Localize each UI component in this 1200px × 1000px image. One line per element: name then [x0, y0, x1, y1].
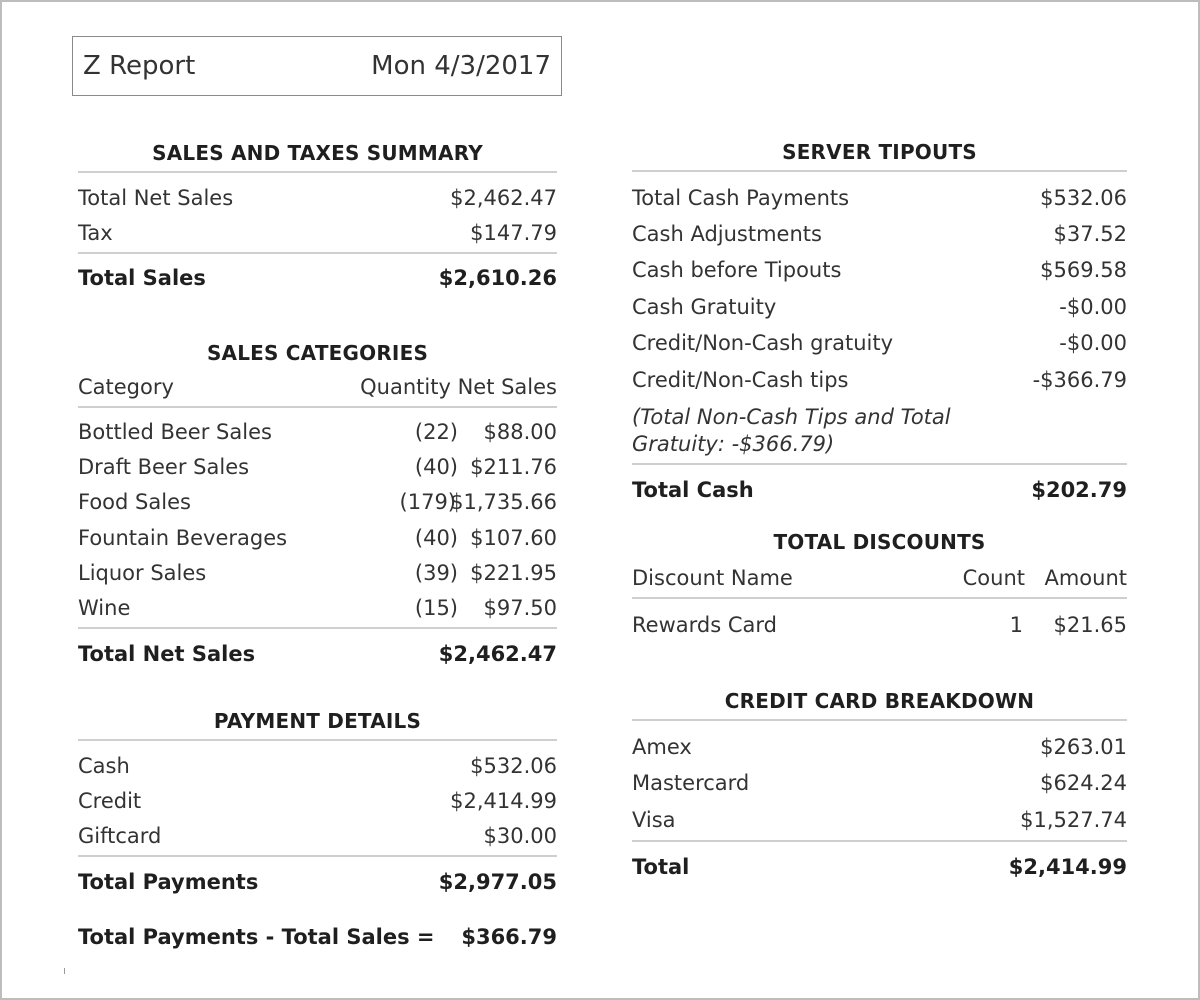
row-label: Mastercard [632, 771, 750, 795]
divider [632, 840, 1127, 842]
report-date: Mon 4/3/2017 [371, 51, 551, 81]
column-header-count: Count [962, 566, 1025, 590]
category-net-sales: $97.50 [483, 596, 557, 620]
total-sales-row [78, 266, 557, 290]
row-label: Total Cash [632, 478, 754, 502]
row-value: $2,610.26 [438, 266, 557, 290]
column-header-discount-name: Discount Name [632, 566, 793, 590]
row-label: Tax [78, 221, 113, 245]
credit-card-row [632, 771, 1127, 795]
divider [78, 855, 557, 857]
category-label: Fountain Beverages [78, 526, 288, 550]
credit-card-total-row [632, 855, 1127, 879]
category-net-sales: $1,735.66 [450, 490, 557, 514]
total-cash-row [632, 478, 1127, 502]
row-value: $2,462.47 [438, 642, 557, 666]
row-value: $2,462.47 [450, 186, 557, 210]
category-net-sales: $221.95 [470, 561, 557, 585]
payment-row [78, 789, 557, 813]
category-quantity: (22) [414, 420, 458, 444]
discount-name: Rewards Card [632, 613, 777, 637]
report-header [72, 36, 562, 96]
row-label: Total Net Sales [78, 186, 234, 210]
divider [78, 252, 557, 254]
row-label: Credit/Non-Cash tips [632, 368, 849, 392]
category-net-sales: $107.60 [470, 526, 557, 550]
row-label: Visa [632, 808, 676, 832]
row-label: Credit [78, 789, 142, 813]
category-label: Wine [78, 596, 131, 620]
column-header-net-sales: Net Sales [457, 375, 557, 399]
row-value: $1,527.74 [1020, 808, 1127, 832]
row-label: Credit/Non-Cash gratuity [632, 331, 894, 355]
column-header-quantity: Quantity [360, 375, 451, 399]
category-label: Food Sales [78, 490, 191, 514]
column-header-right [360, 375, 557, 399]
row-label: Total Payments [78, 870, 259, 894]
category-row [78, 490, 557, 514]
row-value: $2,414.99 [1008, 855, 1127, 879]
section-title-sales-taxes: SALES AND TAXES SUMMARY [152, 141, 483, 165]
divider [632, 597, 1127, 599]
row-label: Cash Adjustments [632, 222, 822, 246]
divider [632, 170, 1127, 172]
row-label: Cash Gratuity [632, 295, 777, 319]
category-label: Bottled Beer Sales [78, 420, 272, 444]
total-net-sales-row [78, 642, 557, 666]
row-label: Cash before Tipouts [632, 258, 842, 282]
summary-row [78, 186, 557, 210]
section-title-sales-categories: SALES CATEGORIES [206, 341, 429, 365]
category-table-header [78, 375, 557, 399]
payment-row [78, 824, 557, 848]
divider [78, 627, 557, 629]
row-value: $37.52 [1053, 222, 1127, 246]
category-net-sales: $211.76 [470, 455, 557, 479]
category-row [78, 561, 557, 585]
category-quantity: (40) [414, 526, 458, 550]
divider [78, 406, 557, 408]
corner-tick [64, 968, 65, 974]
row-label: Total Payments - Total Sales = [78, 925, 435, 949]
section-title-server-tipouts: SERVER TIPOUTS [782, 140, 977, 164]
category-label: Liquor Sales [78, 561, 207, 585]
column-header-amount: Amount [1044, 566, 1127, 590]
payment-row [78, 754, 557, 778]
report-title: Z Report [83, 51, 196, 81]
divider [78, 171, 557, 173]
row-value: -$0.00 [1059, 331, 1127, 355]
category-row [78, 420, 557, 444]
category-row [78, 596, 557, 620]
tipout-row [632, 186, 1127, 210]
category-quantity: (39) [414, 561, 458, 585]
row-label: Total [632, 855, 690, 879]
row-value: $532.06 [470, 754, 557, 778]
divider [632, 719, 1127, 721]
category-net-sales: $88.00 [483, 420, 557, 444]
section-title-payment-details: PAYMENT DETAILS [213, 709, 422, 733]
credit-card-row [632, 808, 1127, 832]
category-row [78, 526, 557, 550]
section-title-total-discounts: TOTAL DISCOUNTS [773, 530, 986, 554]
row-value: $30.00 [483, 824, 557, 848]
credit-card-row [632, 735, 1127, 759]
row-value: $366.79 [461, 925, 557, 949]
summary-row [78, 221, 557, 245]
tipout-note-line: (Total Non-Cash Tips and Total [632, 405, 951, 429]
row-label: Giftcard [78, 824, 162, 848]
row-value: -$366.79 [1032, 368, 1127, 392]
discount-table-header [632, 566, 1127, 590]
category-quantity: (15) [414, 596, 458, 620]
row-value: $202.79 [1031, 478, 1127, 502]
tipout-row [632, 222, 1127, 246]
column-header-category: Category [78, 375, 174, 399]
tipout-note-line: Gratuity: -$366.79) [632, 432, 835, 456]
discount-amount: $21.65 [1053, 613, 1127, 637]
row-value: -$0.00 [1059, 295, 1127, 319]
payments-minus-sales-row [78, 925, 557, 949]
row-label: Total Net Sales [78, 642, 256, 666]
category-quantity: (179) [399, 490, 456, 514]
total-payments-row [78, 870, 557, 894]
tipout-row [632, 331, 1127, 355]
tipout-note [632, 404, 1127, 458]
row-value: $532.06 [1040, 186, 1127, 210]
tipout-row [632, 258, 1127, 282]
row-value: $2,977.05 [438, 870, 557, 894]
category-label: Draft Beer Sales [78, 455, 250, 479]
tipout-row [632, 295, 1127, 319]
row-label: Total Cash Payments [632, 186, 850, 210]
discount-count: 1 [1009, 613, 1023, 637]
discount-row [632, 613, 1127, 637]
row-value: $569.58 [1040, 258, 1127, 282]
tipout-row [632, 368, 1127, 392]
row-label: Total Sales [78, 266, 206, 290]
row-value: $2,414.99 [450, 789, 557, 813]
divider [78, 739, 557, 741]
divider [632, 463, 1127, 465]
row-label: Amex [632, 735, 692, 759]
row-value: $263.01 [1040, 735, 1127, 759]
row-value: $624.24 [1040, 771, 1127, 795]
category-row [78, 455, 557, 479]
row-label: Cash [78, 754, 130, 778]
section-title-credit-card-breakdown: CREDIT CARD BREAKDOWN [724, 689, 1035, 713]
row-value: $147.79 [470, 221, 557, 245]
category-quantity: (40) [414, 455, 458, 479]
